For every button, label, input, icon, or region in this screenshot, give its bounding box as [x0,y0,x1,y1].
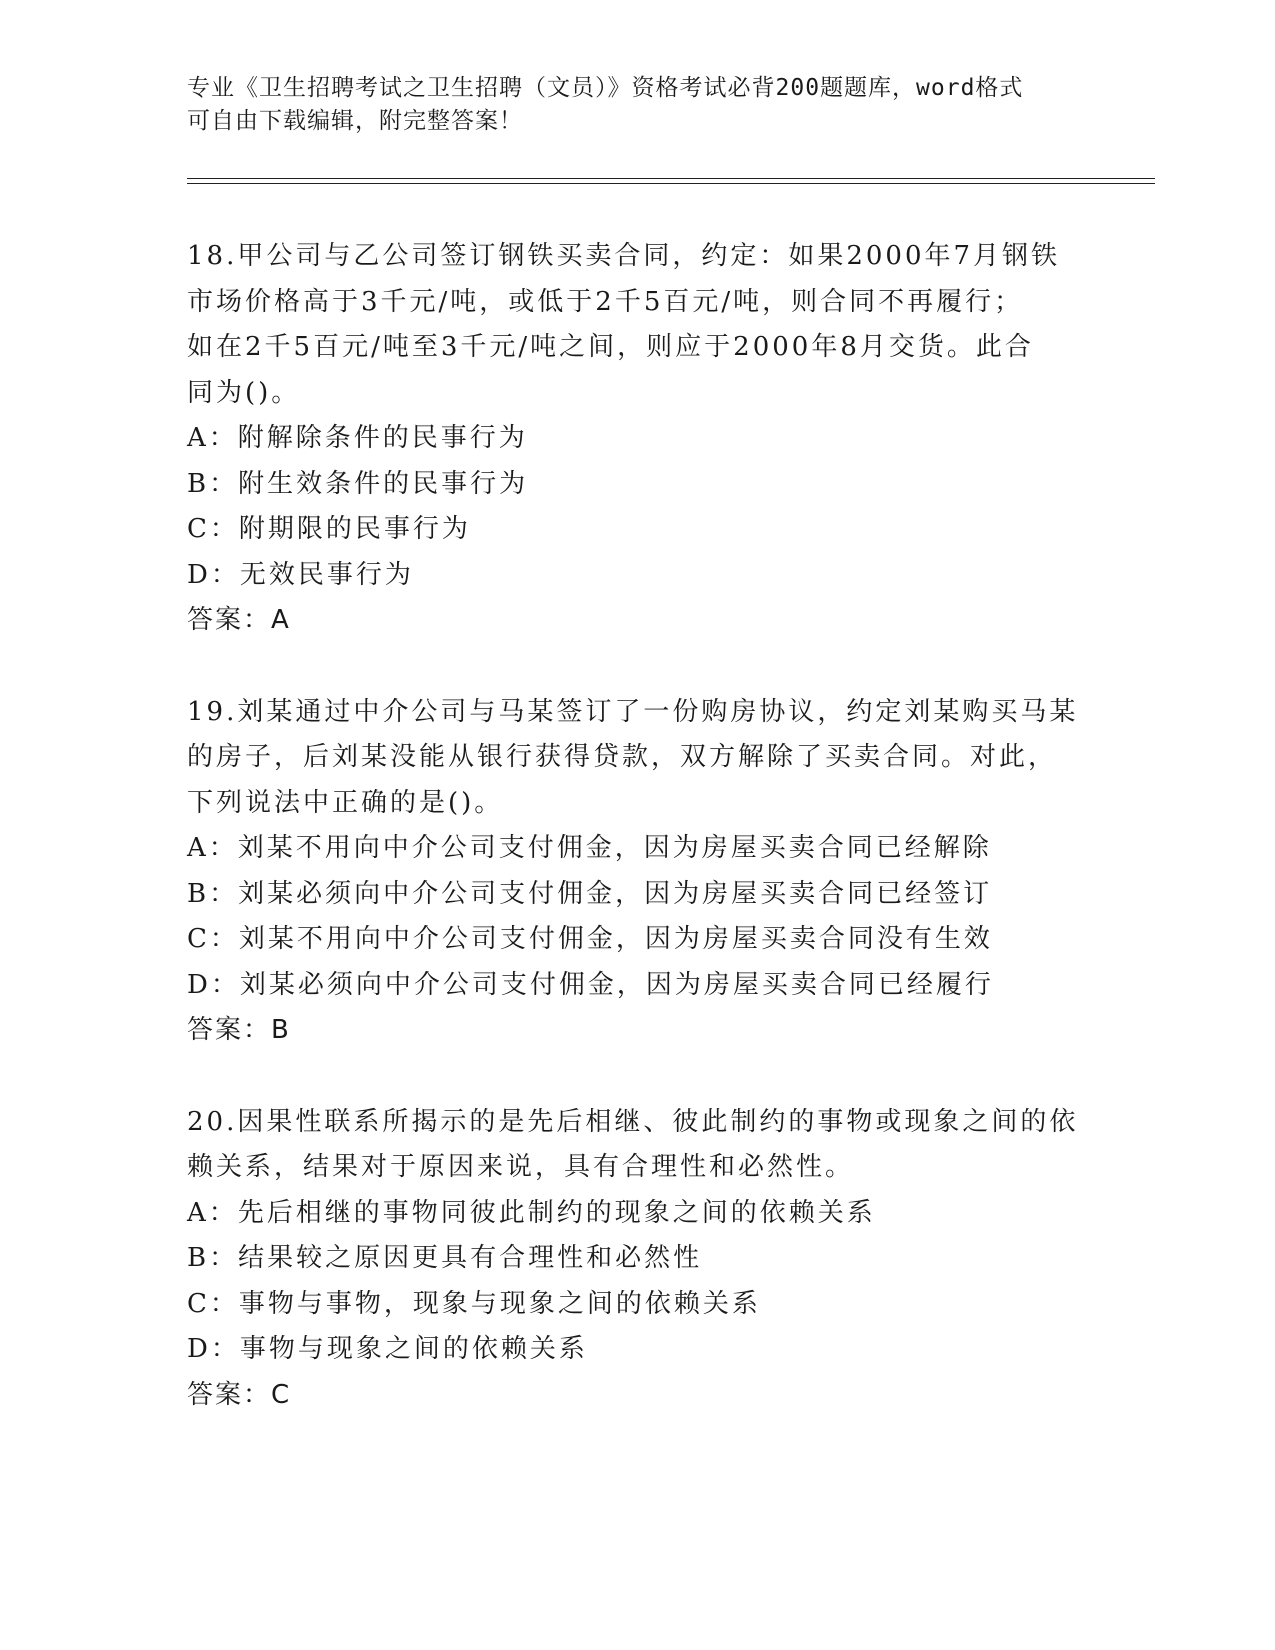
question-stem-line: 19.刘某通过中介公司与马某签订了一份购房协议，约定刘某购买马某 [187,696,1079,727]
question-list [187,234,1087,1464]
option-d: D：无效民事行为 [187,559,414,590]
question-stem-line: 如在2千5百元/吨至3千元/吨之间，则应于2000年8月交货。此合 [187,332,1034,362]
option-d: D：刘某必须向中介公司支付佣金，因为房屋买卖合同已经履行 [187,969,994,1000]
question-18 [187,234,1087,644]
option-b: B：结果较之原因更具有合理性和必然性 [187,1243,703,1273]
answer-label: 答案：B [187,1015,291,1045]
question-stem-line: 市场价格高于3千元/吨，或低于2千5百元/吨，则合同不再履行； [187,286,1024,317]
option-d: D：事物与现象之间的依赖关系 [187,1334,588,1364]
document-header [187,72,1087,138]
header-line-1: 专业《卫生招聘考试之卫生招聘（文员）》资格考试必背200题题库，word格式 [187,75,1024,101]
option-c: C：附期限的民事行为 [187,514,471,544]
option-b: B：刘某必须向中介公司支付佣金，因为房屋买卖合同已经签订 [187,878,993,909]
option-c: C：刘某不用向中介公司支付佣金，因为房屋买卖合同没有生效 [187,924,993,954]
question-stem-line: 18.甲公司与乙公司签订钢铁买卖合同，约定：如果2000年7月钢铁 [187,241,1061,271]
option-a: A：先后相继的事物同彼此制约的现象之间的依赖关系 [187,1197,876,1228]
question-stem-line: 同为()。 [187,377,301,408]
answer-label: 答案：A [187,605,291,635]
option-b: B：附生效条件的民事行为 [187,468,529,499]
question-19 [187,690,1087,1054]
question-20 [187,1100,1087,1419]
question-stem-line: 20.因果性联系所揭示的是先后相继、彼此制约的事物或现象之间的依 [187,1106,1079,1137]
answer-label: 答案：C [187,1379,292,1410]
question-stem-line: 赖关系，结果对于原因来说，具有合理性和必然性。 [187,1152,855,1182]
option-a: A：刘某不用向中介公司支付佣金，因为房屋买卖合同已经解除 [187,833,992,863]
header-line-2: 可自由下载编辑，附完整答案！ [187,108,523,134]
question-stem-line: 的房子，后刘某没能从银行获得贷款，双方解除了买卖合同。对此， [187,742,1058,772]
header-divider-bottom [187,183,1155,184]
option-c: C：事物与事物，现象与现象之间的依赖关系 [187,1288,761,1319]
question-stem-line: 下列说法中正确的是()。 [187,787,504,818]
option-a: A：附解除条件的民事行为 [187,423,528,453]
header-divider-top [187,178,1155,179]
